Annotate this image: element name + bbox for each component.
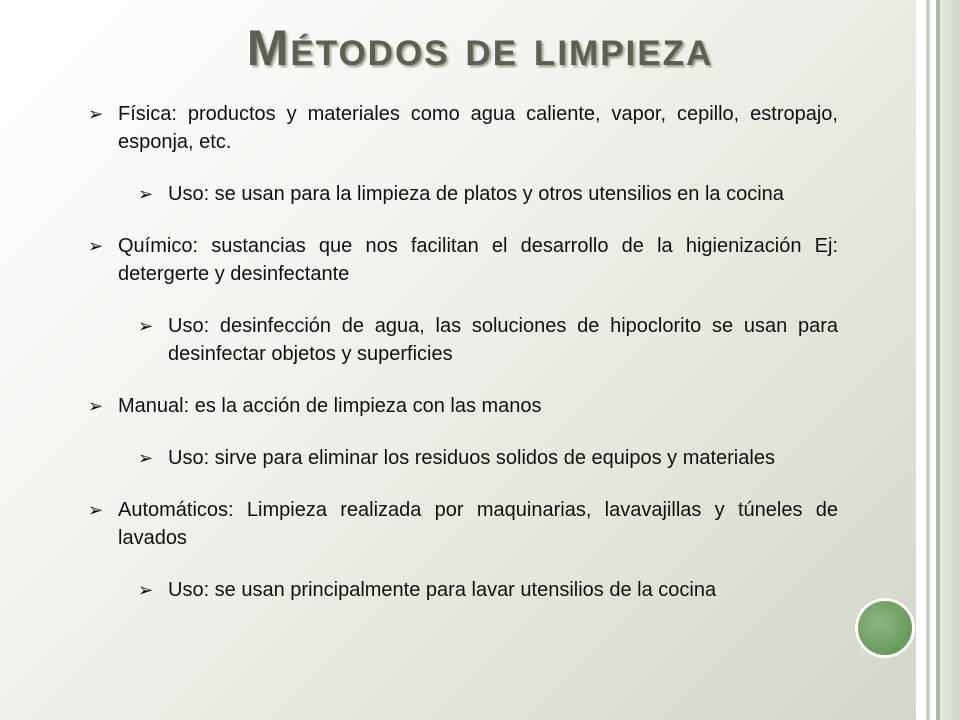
list-item [88, 496, 838, 552]
list-item [88, 100, 838, 156]
decorative-circle [855, 598, 915, 658]
slide-title: Métodos de limpieza [246, 20, 714, 76]
list-item [88, 312, 838, 368]
list-item [88, 392, 838, 420]
list-item [88, 232, 838, 288]
list-item [88, 180, 838, 208]
arrow-bullet-icon: ➢ [88, 236, 104, 256]
list-item [88, 576, 838, 604]
list-item-text: Uso: se usan para la limpieza de platos y otros utensilios en la cocina [168, 183, 784, 205]
list-item-text: Física: productos y materiales como agua caliente, vapor, cepillo, estropajo, esponja, etc. [118, 103, 838, 153]
decorative-stripe [940, 0, 960, 720]
bullet-list [88, 100, 838, 604]
arrow-bullet-icon: ➢ [88, 396, 104, 416]
list-item-text: Manual: es la acción de limpieza con las manos [118, 395, 542, 417]
list-item-text: Uso: se usan principalmente para lavar utensilios de la cocina [168, 579, 717, 601]
list-item-text: Uso: desinfección de agua, las soluciones de hipoclorito se usan para desinfectar objetos y superficies [168, 315, 838, 365]
arrow-bullet-icon: ➢ [88, 104, 104, 124]
arrow-bullet-icon: ➢ [88, 500, 104, 520]
list-item-text: Químico: sustancias que nos facilitan el desarrollo de la higienización Ej: detergerte y desinfectante [118, 235, 838, 285]
decorative-stripe [916, 0, 926, 720]
arrow-bullet-icon: ➢ [138, 316, 154, 336]
arrow-bullet-icon: ➢ [138, 580, 154, 600]
arrow-bullet-icon: ➢ [138, 184, 154, 204]
list-item-text: Uso: sirve para eliminar los residuos solidos de equipos y materiales [168, 447, 775, 469]
arrow-bullet-icon: ➢ [138, 448, 154, 468]
list-item-text: Automáticos: Limpieza realizada por maquinarias, lavavajillas y túneles de lavados [118, 499, 838, 549]
list-item [88, 444, 838, 472]
